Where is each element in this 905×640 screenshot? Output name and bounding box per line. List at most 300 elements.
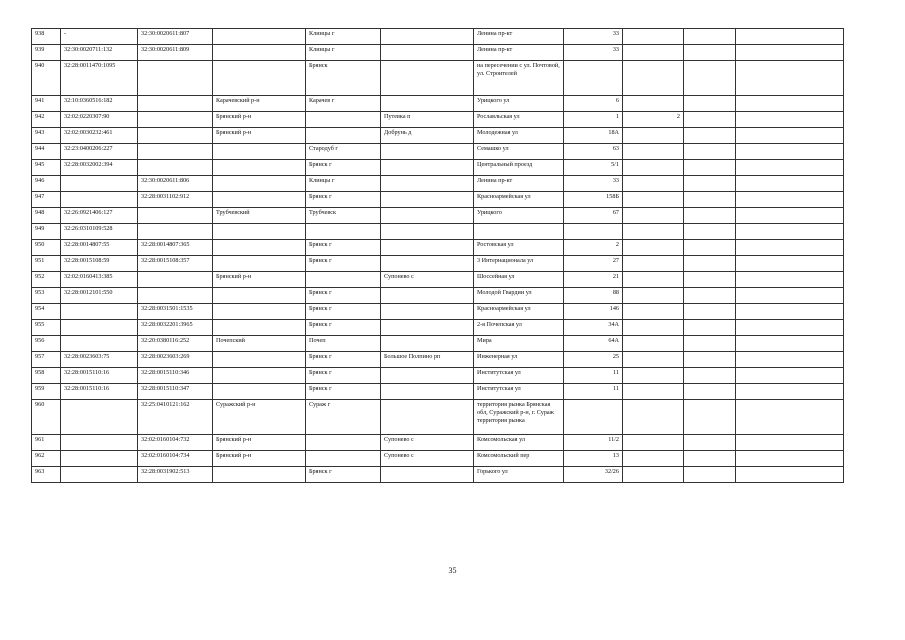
table-row [32, 435, 844, 451]
column-11-cell [736, 400, 844, 435]
table-row [32, 368, 844, 384]
column-11-cell [736, 45, 844, 61]
table-row [32, 176, 844, 192]
cadastral-number-2-cell [138, 160, 213, 176]
settlement-cell [381, 160, 474, 176]
city-cell: Брянск г [306, 352, 381, 368]
house-number-cell: 33 [564, 45, 623, 61]
row-number-cell: 943 [32, 128, 61, 144]
cadastral-number-cell: 32:28:0014807:55 [61, 240, 138, 256]
column-11-cell [736, 272, 844, 288]
settlement-cell [381, 96, 474, 112]
cadastral-number-2-cell [138, 144, 213, 160]
street-cell: Центральный проезд [474, 160, 564, 176]
cadastral-number-cell [61, 400, 138, 435]
district-cell [213, 192, 306, 208]
table-row [32, 144, 844, 160]
column-11-cell [736, 240, 844, 256]
street-cell: Ленина пр-кт [474, 29, 564, 45]
street-cell: Институтская ул [474, 384, 564, 400]
table-row [32, 128, 844, 144]
city-cell: Брянск г [306, 467, 381, 483]
settlement-cell: Супонево с [381, 451, 474, 467]
building-cell [623, 467, 684, 483]
city-cell: Клинцы г [306, 176, 381, 192]
street-cell: Ленина пр-кт [474, 45, 564, 61]
row-number-cell: 953 [32, 288, 61, 304]
settlement-cell [381, 384, 474, 400]
district-cell: Брянский р-н [213, 451, 306, 467]
cadastral-number-cell [61, 451, 138, 467]
building-cell [623, 45, 684, 61]
city-cell: Клинцы г [306, 45, 381, 61]
district-cell: Карачевский р-н [213, 96, 306, 112]
row-number-cell: 950 [32, 240, 61, 256]
street-cell: Красноармейская ул [474, 192, 564, 208]
city-cell: Брянск г [306, 160, 381, 176]
cadastral-number-2-cell [138, 272, 213, 288]
city-cell: Брянск г [306, 256, 381, 272]
cadastral-number-2-cell [138, 288, 213, 304]
district-cell: Брянский р-н [213, 272, 306, 288]
table-row [32, 112, 844, 128]
street-cell [474, 224, 564, 240]
street-cell: Инженерная ул [474, 352, 564, 368]
cadastral-number-cell [61, 435, 138, 451]
cadastral-number-cell [61, 304, 138, 320]
building-cell [623, 352, 684, 368]
city-cell [306, 272, 381, 288]
cadastral-number-cell [61, 320, 138, 336]
building-cell [623, 192, 684, 208]
house-number-cell: 88 [564, 288, 623, 304]
building-cell [623, 272, 684, 288]
building-cell [623, 128, 684, 144]
column-10-cell [684, 336, 736, 352]
settlement-cell [381, 256, 474, 272]
street-cell: Семашко ул [474, 144, 564, 160]
cadastral-number-2-cell: 32:30:0020611:809 [138, 45, 213, 61]
district-cell [213, 304, 306, 320]
table-row [32, 400, 844, 435]
row-number-cell: 946 [32, 176, 61, 192]
settlement-cell [381, 144, 474, 160]
house-number-cell: 34А [564, 320, 623, 336]
column-11-cell [736, 96, 844, 112]
building-cell [623, 208, 684, 224]
row-number-cell: 952 [32, 272, 61, 288]
table-row [32, 29, 844, 45]
street-cell: территория рынка Брянская обл, Суражский р-н, г. Сураж территория рынка [474, 400, 564, 435]
building-cell [623, 451, 684, 467]
city-cell [306, 451, 381, 467]
cadastral-number-cell: 32:02:0160413:385 [61, 272, 138, 288]
settlement-cell: Супонево с [381, 272, 474, 288]
city-cell: Брянск г [306, 384, 381, 400]
cadastral-number-2-cell [138, 128, 213, 144]
house-number-cell: 5/1 [564, 160, 623, 176]
cadastral-number-cell: 32:28:0011470:1095 [61, 61, 138, 96]
cadastral-number-2-cell: 32:28:0015108:357 [138, 256, 213, 272]
settlement-cell [381, 61, 474, 96]
table-row [32, 192, 844, 208]
cadastral-number-cell [61, 192, 138, 208]
house-number-cell: 11/2 [564, 435, 623, 451]
row-number-cell: 960 [32, 400, 61, 435]
settlement-cell: Большое Полпино рп [381, 352, 474, 368]
cadastral-number-2-cell: 32:28:0023603:269 [138, 352, 213, 368]
settlement-cell: Путевка п [381, 112, 474, 128]
city-cell: Брянск г [306, 304, 381, 320]
city-cell: Брянск г [306, 192, 381, 208]
row-number-cell: 940 [32, 61, 61, 96]
table-row [32, 451, 844, 467]
street-cell: Институтская ул [474, 368, 564, 384]
cadastral-number-cell: 32:28:0015108:59 [61, 256, 138, 272]
column-10-cell [684, 400, 736, 435]
city-cell: Брянск г [306, 288, 381, 304]
settlement-cell [381, 192, 474, 208]
house-number-cell [564, 400, 623, 435]
table-row [32, 160, 844, 176]
column-11-cell [736, 61, 844, 96]
street-cell: Рославльская ул [474, 112, 564, 128]
cadastral-number-cell: 32:28:0015110:16 [61, 368, 138, 384]
city-cell: Брянск г [306, 240, 381, 256]
district-cell [213, 224, 306, 240]
district-cell [213, 61, 306, 96]
street-cell: Горького ул [474, 467, 564, 483]
city-cell: Трубчевск [306, 208, 381, 224]
row-number-cell: 951 [32, 256, 61, 272]
building-cell [623, 368, 684, 384]
row-number-cell: 947 [32, 192, 61, 208]
table-row [32, 208, 844, 224]
building-cell [623, 176, 684, 192]
column-11-cell [736, 352, 844, 368]
cadastral-number-2-cell: 32:02:0160104:734 [138, 451, 213, 467]
building-cell [623, 256, 684, 272]
city-cell: Почеп [306, 336, 381, 352]
district-cell: Суражский р-н [213, 400, 306, 435]
cadastral-number-2-cell: 32:02:0160104:732 [138, 435, 213, 451]
row-number-cell: 941 [32, 96, 61, 112]
settlement-cell [381, 208, 474, 224]
column-11-cell [736, 451, 844, 467]
city-cell: Клинцы г [306, 29, 381, 45]
city-cell: Брянск г [306, 368, 381, 384]
row-number-cell: 949 [32, 224, 61, 240]
street-cell: Комсомольский пер [474, 451, 564, 467]
column-10-cell [684, 192, 736, 208]
street-cell: Мира [474, 336, 564, 352]
building-cell [623, 288, 684, 304]
column-11-cell [736, 29, 844, 45]
street-cell: Шоссейная ул [474, 272, 564, 288]
column-11-cell [736, 368, 844, 384]
settlement-cell [381, 288, 474, 304]
column-11-cell [736, 224, 844, 240]
street-cell: Урицкого [474, 208, 564, 224]
column-11-cell [736, 467, 844, 483]
building-cell [623, 435, 684, 451]
settlement-cell [381, 240, 474, 256]
settlement-cell [381, 45, 474, 61]
house-number-cell: 2 [564, 240, 623, 256]
column-10-cell [684, 384, 736, 400]
table-row [32, 352, 844, 368]
street-cell: Молодой Гвардии ул [474, 288, 564, 304]
column-11-cell [736, 336, 844, 352]
cadastral-number-cell: 32:28:0012101:550 [61, 288, 138, 304]
house-number-cell: 146 [564, 304, 623, 320]
building-cell [623, 400, 684, 435]
row-number-cell: 948 [32, 208, 61, 224]
column-10-cell [684, 368, 736, 384]
building-cell [623, 96, 684, 112]
table-row [32, 45, 844, 61]
row-number-cell: 963 [32, 467, 61, 483]
cadastral-number-cell [61, 467, 138, 483]
house-number-cell: 33 [564, 176, 623, 192]
house-number-cell: 11 [564, 368, 623, 384]
row-number-cell: 944 [32, 144, 61, 160]
settlement-cell [381, 400, 474, 435]
cadastral-number-2-cell: 32:28:0032201:3965 [138, 320, 213, 336]
district-cell [213, 29, 306, 45]
cadastral-number-cell: 32:28:0023603:75 [61, 352, 138, 368]
cadastral-number-2-cell: 32:20:0380116:252 [138, 336, 213, 352]
district-cell [213, 176, 306, 192]
table-body [32, 29, 844, 483]
cadastral-number-2-cell [138, 61, 213, 96]
column-10-cell [684, 160, 736, 176]
street-cell: 3 Интернационала ул [474, 256, 564, 272]
row-number-cell: 955 [32, 320, 61, 336]
table-row [32, 467, 844, 483]
column-11-cell [736, 304, 844, 320]
table-row [32, 288, 844, 304]
column-10-cell [684, 256, 736, 272]
column-10-cell [684, 224, 736, 240]
building-cell [623, 224, 684, 240]
table-row [32, 224, 844, 240]
city-cell [306, 224, 381, 240]
table-row [32, 240, 844, 256]
table-row [32, 320, 844, 336]
district-cell: Почепский [213, 336, 306, 352]
district-cell [213, 384, 306, 400]
table-row [32, 272, 844, 288]
city-cell [306, 128, 381, 144]
cadastral-number-cell: 32:23:0400206:227 [61, 144, 138, 160]
column-10-cell [684, 128, 736, 144]
settlement-cell [381, 29, 474, 45]
table-row [32, 304, 844, 320]
column-10-cell [684, 176, 736, 192]
settlement-cell [381, 176, 474, 192]
house-number-cell: 1 [564, 112, 623, 128]
district-cell [213, 320, 306, 336]
city-cell: Стародуб г [306, 144, 381, 160]
settlement-cell [381, 336, 474, 352]
table-row [32, 61, 844, 96]
building-cell [623, 61, 684, 96]
district-cell [213, 240, 306, 256]
cadastral-number-cell [61, 336, 138, 352]
cadastral-number-2-cell: 32:28:0031102:912 [138, 192, 213, 208]
building-cell [623, 29, 684, 45]
settlement-cell [381, 467, 474, 483]
row-number-cell: 962 [32, 451, 61, 467]
column-11-cell [736, 384, 844, 400]
column-10-cell [684, 288, 736, 304]
street-cell: Урицкого ул [474, 96, 564, 112]
column-10-cell [684, 320, 736, 336]
row-number-cell: 939 [32, 45, 61, 61]
column-11-cell [736, 208, 844, 224]
column-10-cell [684, 45, 736, 61]
district-cell [213, 45, 306, 61]
cadastral-number-2-cell [138, 96, 213, 112]
cadastral-number-2-cell: 32:28:0031501:1535 [138, 304, 213, 320]
cadastral-number-2-cell: 32:28:0014807:365 [138, 240, 213, 256]
house-number-cell: 64А [564, 336, 623, 352]
column-11-cell [736, 128, 844, 144]
column-10-cell [684, 144, 736, 160]
building-cell [623, 320, 684, 336]
district-cell [213, 160, 306, 176]
row-number-cell: 958 [32, 368, 61, 384]
city-cell: Брянск [306, 61, 381, 96]
row-number-cell: 942 [32, 112, 61, 128]
row-number-cell: 961 [32, 435, 61, 451]
settlement-cell [381, 304, 474, 320]
table-row [32, 96, 844, 112]
column-10-cell [684, 304, 736, 320]
street-cell: Молодежная ул [474, 128, 564, 144]
building-cell [623, 144, 684, 160]
settlement-cell [381, 224, 474, 240]
row-number-cell: 938 [32, 29, 61, 45]
house-number-cell [564, 61, 623, 96]
building-cell [623, 240, 684, 256]
house-number-cell: 21 [564, 272, 623, 288]
cadastral-number-2-cell [138, 224, 213, 240]
city-cell [306, 112, 381, 128]
cadastral-number-cell [61, 176, 138, 192]
house-number-cell: 32/26 [564, 467, 623, 483]
column-10-cell [684, 352, 736, 368]
building-cell [623, 384, 684, 400]
column-10-cell [684, 435, 736, 451]
row-number-cell: 957 [32, 352, 61, 368]
column-11-cell [736, 256, 844, 272]
house-number-cell: 158Б [564, 192, 623, 208]
cadastral-number-cell: 32:26:0921406:127 [61, 208, 138, 224]
cadastral-number-cell: 32:30:0020711:132 [61, 45, 138, 61]
table-row [32, 384, 844, 400]
district-cell [213, 467, 306, 483]
city-cell: Сураж г [306, 400, 381, 435]
cadastral-number-2-cell: 32:30:0020611:807 [138, 29, 213, 45]
house-number-cell: 25 [564, 352, 623, 368]
settlement-cell [381, 368, 474, 384]
house-number-cell: 63 [564, 144, 623, 160]
city-cell: Брянск г [306, 320, 381, 336]
cadastral-number-cell: - [61, 29, 138, 45]
street-cell: Красноармейская ул [474, 304, 564, 320]
row-number-cell: 959 [32, 384, 61, 400]
cadastral-number-2-cell: 32:28:0015110:347 [138, 384, 213, 400]
register-table [31, 28, 844, 483]
street-cell: на пересечении с ул. Почтовой, ул. Строителей [474, 61, 564, 96]
cadastral-number-cell: 32:02:0220307:90 [61, 112, 138, 128]
column-11-cell [736, 144, 844, 160]
column-10-cell [684, 96, 736, 112]
cadastral-number-cell: 32:28:0015110:16 [61, 384, 138, 400]
column-11-cell [736, 435, 844, 451]
column-10-cell [684, 240, 736, 256]
cadastral-number-cell: 32:10:0360516:182 [61, 96, 138, 112]
column-10-cell [684, 467, 736, 483]
cadastral-number-2-cell: 32:30:0020611:806 [138, 176, 213, 192]
settlement-cell: Добрунь д [381, 128, 474, 144]
street-cell: Ростовская ул [474, 240, 564, 256]
column-10-cell [684, 112, 736, 128]
street-cell: Ленина пр-кт [474, 176, 564, 192]
district-cell [213, 288, 306, 304]
city-cell [306, 435, 381, 451]
cadastral-number-cell: 32:28:0032002:394 [61, 160, 138, 176]
street-cell: Комсомольская ул [474, 435, 564, 451]
settlement-cell: Супонево с [381, 435, 474, 451]
row-number-cell: 945 [32, 160, 61, 176]
house-number-cell: 11 [564, 384, 623, 400]
house-number-cell [564, 224, 623, 240]
building-cell [623, 336, 684, 352]
column-11-cell [736, 192, 844, 208]
row-number-cell: 954 [32, 304, 61, 320]
house-number-cell: 67 [564, 208, 623, 224]
column-11-cell [736, 176, 844, 192]
district-cell: Брянский р-н [213, 128, 306, 144]
column-11-cell [736, 160, 844, 176]
district-cell: Брянский р-н [213, 435, 306, 451]
cadastral-number-cell: 32:26:0310109:528 [61, 224, 138, 240]
district-cell [213, 144, 306, 160]
street-cell: 2-я Почепская ул [474, 320, 564, 336]
page-number: 35 [448, 566, 457, 575]
cadastral-number-cell: 32:02:0030232:461 [61, 128, 138, 144]
building-cell [623, 160, 684, 176]
house-number-cell: 33 [564, 29, 623, 45]
column-10-cell [684, 61, 736, 96]
district-cell: Брянский р-н [213, 112, 306, 128]
district-cell [213, 368, 306, 384]
building-cell [623, 304, 684, 320]
table-row [32, 336, 844, 352]
district-cell [213, 256, 306, 272]
column-11-cell [736, 112, 844, 128]
house-number-cell: 27 [564, 256, 623, 272]
district-cell: Трубчевский [213, 208, 306, 224]
table-row [32, 256, 844, 272]
column-10-cell [684, 451, 736, 467]
column-10-cell [684, 208, 736, 224]
district-cell [213, 352, 306, 368]
house-number-cell: 18А [564, 128, 623, 144]
